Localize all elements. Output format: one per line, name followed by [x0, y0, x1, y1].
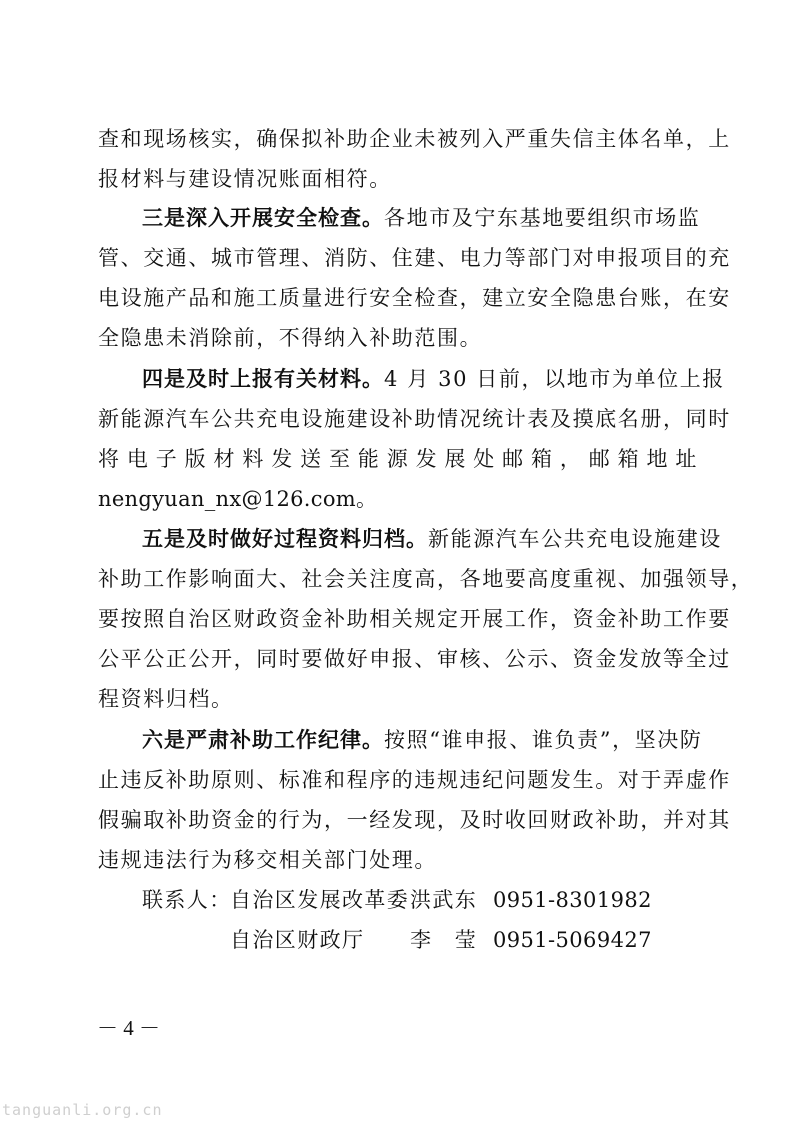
paragraph-first-line [142, 524, 722, 554]
paragraph-text: 4 月 30 日前，以地市为单位上报 [384, 367, 725, 391]
paragraph-line: 报材料与建设情况账面相符。 [98, 167, 392, 191]
paragraph-heading: 六是严肃补助工作纪律。 [142, 728, 384, 752]
contact-label: 联系人： [142, 888, 232, 912]
paragraph-heading: 三是深入开展安全检查。 [142, 206, 384, 230]
contact-person: 洪武东 [410, 888, 478, 912]
contact-org: 自治区财政厅 [230, 928, 365, 952]
paragraph-first-line [142, 364, 725, 394]
paragraph-line: 全隐患未消除前，不得纳入补助范围。 [98, 326, 483, 350]
email-address-line: nengyuan_nx@126.com。 [98, 487, 378, 511]
watermark: tanguanli.org.cn [2, 1101, 163, 1119]
paragraph-line: 电设施产品和施工质量进行安全检查，建立安全隐患台账，在安 [98, 286, 731, 310]
paragraph-line: 程资料归档。 [98, 687, 234, 711]
paragraph-line: 管、交通、城市管理、消防、住建、电力等部门对申报项目的充 [98, 246, 731, 270]
paragraph-line: 新能源汽车公共充电设施建设补助情况统计表及摸底名册，同时 [98, 407, 731, 431]
paragraph-line: 违规违法行为移交相关部门处理。 [98, 848, 437, 872]
contact-phone: 0951-5069427 [493, 928, 652, 952]
paragraph-line: 要按照自治区财政资金补助相关规定开展工作，资金补助工作要 [98, 607, 731, 631]
paragraph-line: 公平公正公开，同时要做好申报、审核、公示、资金发放等全过 [98, 647, 731, 671]
contact-phone: 0951-8301982 [493, 888, 652, 912]
paragraph-text: 各地市及宁东基地要组织市场监 [384, 206, 701, 230]
paragraph-line: 止违反补助原则、标准和程序的违规违纪问题发生。对于弄虚作 [98, 768, 731, 792]
paragraph-heading: 四是及时上报有关材料。 [142, 367, 384, 391]
paragraph-line: 查和现场核实，确保拟补助企业未被列入严重失信主体名单，上 [98, 127, 731, 151]
page-number: － 4 － [97, 1016, 160, 1040]
paragraph-line: 将电子版材料发送至能源发展处邮箱，邮箱地址 [98, 447, 698, 471]
paragraph-line: 补助工作影响面大、社会关注度高，各地要高度重视、加强领导， [98, 567, 754, 591]
paragraph-text: 新能源汽车公共充电设施建设 [428, 527, 722, 551]
contact-person: 李 莹 [410, 928, 478, 952]
paragraph-text: 按照“谁申报、谁负责”，坚决防 [384, 728, 703, 752]
paragraph-line: 假骗取补助资金的行为，一经发现，及时收回财政补助，并对其 [98, 808, 731, 832]
paragraph-first-line [142, 203, 701, 233]
paragraph-heading: 五是及时做好过程资料归档。 [142, 527, 428, 551]
contact-org: 自治区发展改革委 [230, 888, 410, 912]
paragraph-first-line [142, 725, 703, 755]
